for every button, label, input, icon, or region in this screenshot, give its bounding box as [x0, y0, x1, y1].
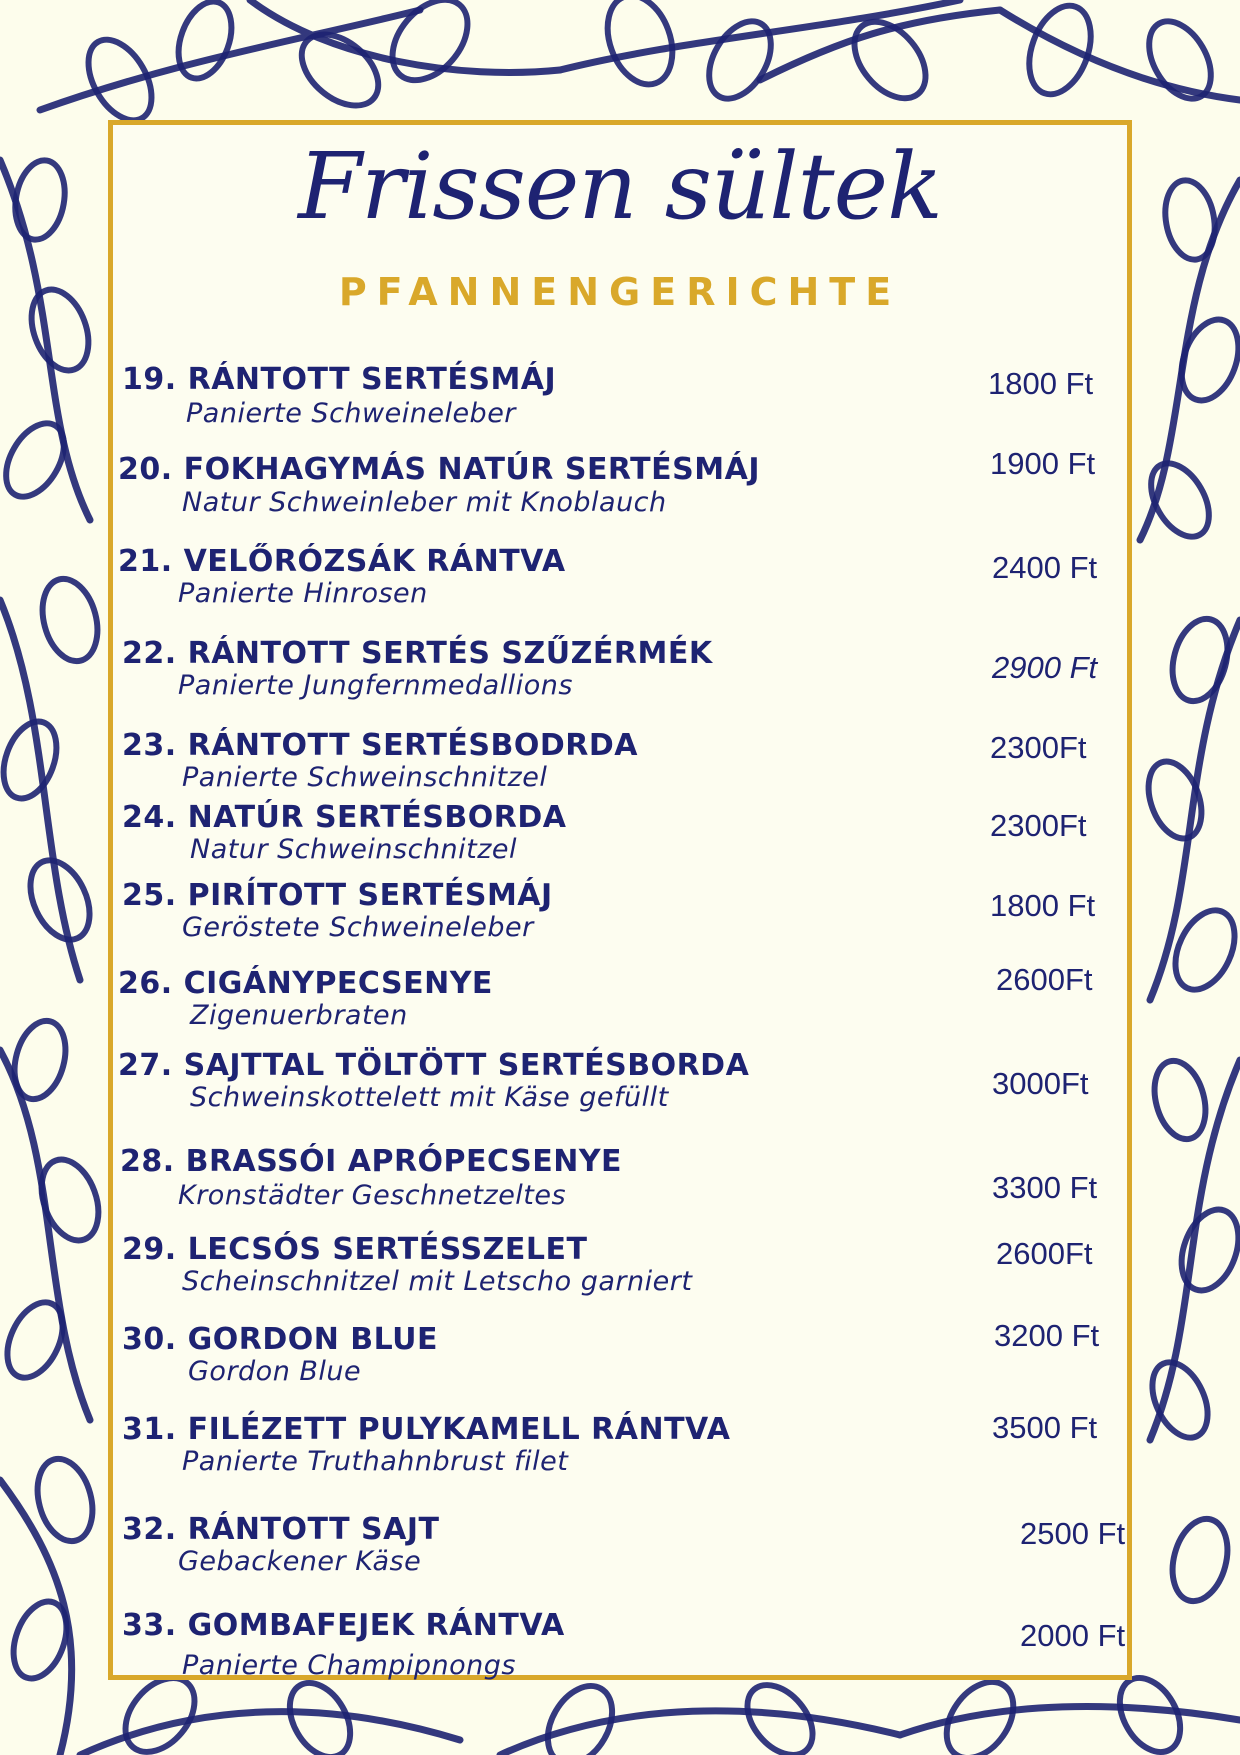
item-description: Panierte Schweineleber — [186, 398, 516, 429]
item-name: 19. RÁNTOTT SERTÉSMÁJ — [122, 362, 557, 397]
page-title: Frissen sültek — [298, 133, 942, 240]
item-price: 1800 Ft — [990, 888, 1096, 923]
item-name: 28. BRASSÓI APRÓPECSENYE — [120, 1144, 623, 1179]
item-name: 21. VELŐRÓZSÁK RÁNTVA — [118, 544, 566, 579]
item-name: 25. PIRÍTOTT SERTÉSMÁJ — [122, 878, 553, 913]
item-price: 2300Ft — [990, 808, 1087, 843]
item-name: 32. RÁNTOTT SAJT — [122, 1512, 440, 1547]
page-subtitle: PFANNENGERICHTE — [338, 270, 902, 314]
item-description: Kronstädter Geschnetzeltes — [178, 1180, 567, 1211]
item-price: 3300 Ft — [992, 1170, 1098, 1205]
item-description: Natur Schweinschnitzel — [190, 834, 518, 865]
item-name: 22. RÁNTOTT SERTÉS SZŰZÉRMÉK — [122, 636, 713, 671]
item-description: Zigenuerbraten — [190, 1000, 408, 1031]
item-price: 3200 Ft — [994, 1318, 1100, 1353]
item-name: 24. NATÚR SERTÉSBORDA — [122, 800, 567, 835]
item-price: 2000 Ft — [1020, 1618, 1126, 1653]
item-price: 1800 Ft — [988, 366, 1094, 401]
item-description: Natur Schweinleber mit Knoblauch — [182, 487, 667, 518]
item-price: 2600Ft — [996, 1236, 1093, 1271]
item-price: 2900 Ft — [992, 650, 1098, 685]
item-price: 3500 Ft — [992, 1410, 1098, 1445]
item-name: 30. GORDON BLUE — [122, 1322, 439, 1357]
item-description: Gebackener Käse — [178, 1546, 422, 1577]
item-description: Panierte Hinrosen — [178, 578, 428, 609]
item-name: 33. GOMBAFEJEK RÁNTVA — [122, 1608, 565, 1643]
item-description: Panierte Schweinschnitzel — [182, 762, 548, 793]
item-name: 23. RÁNTOTT SERTÉSBODRDA — [122, 728, 638, 763]
item-price: 3000Ft — [992, 1066, 1089, 1101]
item-description: Panierte Champipnongs — [182, 1650, 516, 1681]
item-name: 31. FILÉZETT PULYKAMELL RÁNTVA — [122, 1412, 731, 1447]
item-description: Scheinschnitzel mit Letscho garniert — [182, 1266, 693, 1297]
item-name: 20. FOKHAGYMÁS NATÚR SERTÉSMÁJ — [118, 452, 760, 487]
item-price: 2400 Ft — [992, 550, 1098, 585]
item-name: 26. CIGÁNYPECSENYE — [118, 966, 493, 1001]
item-description: Panierte Truthahnbrust filet — [182, 1446, 569, 1477]
item-description: Schweinskottelett mit Käse gefüllt — [190, 1082, 669, 1113]
item-price: 2500 Ft — [1020, 1516, 1126, 1551]
item-name: 29. LECSÓS SERTÉSSZELET — [122, 1232, 588, 1267]
item-price: 1900 Ft — [990, 446, 1096, 481]
item-description: Panierte Jungfernmedallions — [178, 670, 573, 701]
item-name: 27. SAJTTAL TÖLTÖTT SERTÉSBORDA — [118, 1048, 750, 1083]
item-description: Geröstete Schweineleber — [182, 912, 534, 943]
item-description: Gordon Blue — [188, 1356, 362, 1387]
item-price: 2300Ft — [990, 730, 1087, 765]
item-price: 2600Ft — [996, 962, 1093, 997]
